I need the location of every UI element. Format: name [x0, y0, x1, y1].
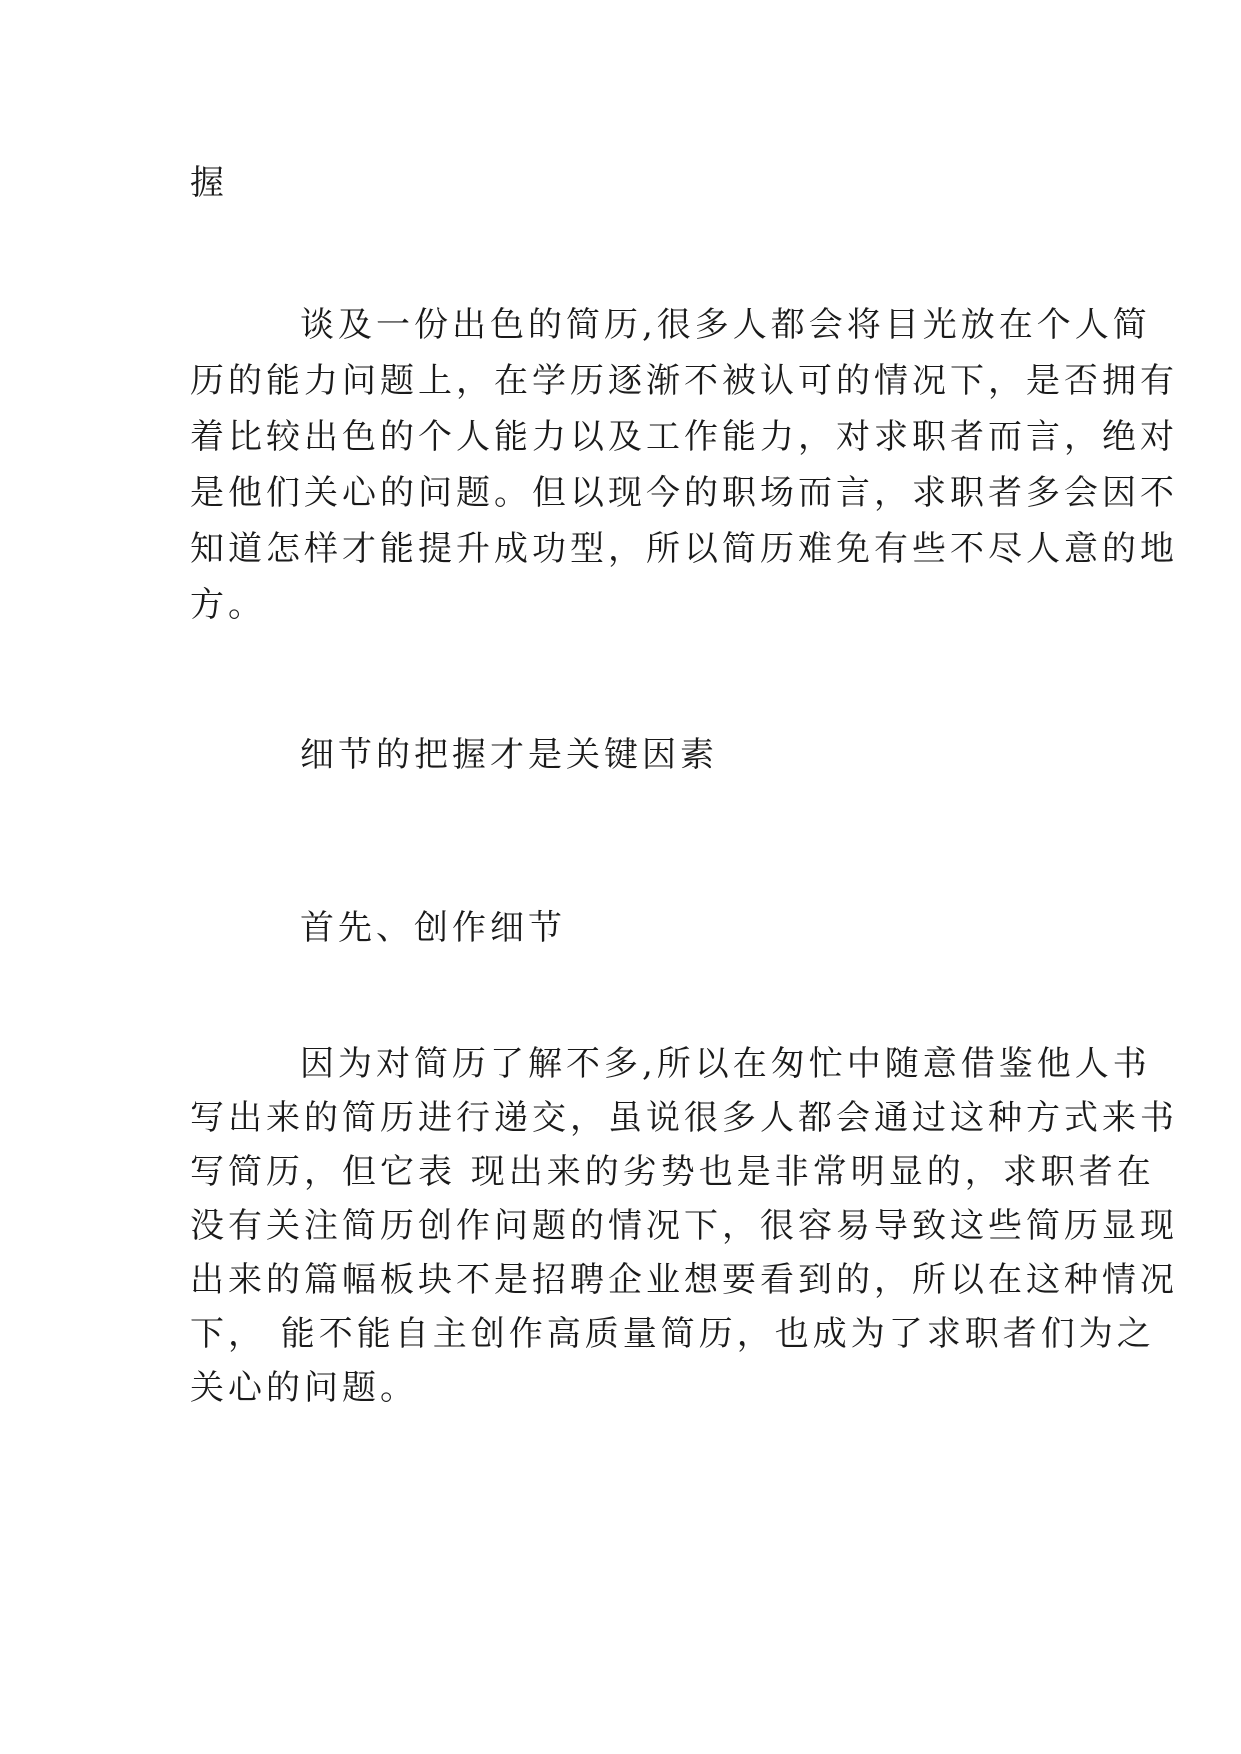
paragraph-line: 知道怎样才能提升成功型，所以简历难免有些不尽人意的地 — [190, 529, 1178, 569]
paragraph-line: 是他们关心的问题。但以现今的职场而言，求职者多会因不 — [190, 473, 1178, 513]
section-heading: 细节的把握才是关键因素 — [300, 735, 718, 775]
paragraph-line: 写出来的简历进行递交，虽说很多人都会通过这种方式来书 — [190, 1098, 1178, 1138]
text-fragment: 握 — [190, 163, 228, 203]
paragraph-line: 没有关注简历创作问题的情况下，很容易导致这些简历显现 — [190, 1206, 1178, 1246]
paragraph-line: 下， 能不能自主创作高质量简历，也成为了求职者们为之 — [190, 1314, 1155, 1354]
paragraph-line: 关心的问题。 — [190, 1368, 418, 1408]
subsection-heading: 首先、创作细节 — [300, 908, 566, 948]
paragraph-line: 写简历，但它表 现出来的劣势也是非常明显的，求职者在 — [190, 1152, 1155, 1192]
paragraph-line: 谈及一份出色的简历,很多人都会将目光放在个人简 — [300, 305, 1151, 345]
paragraph-line: 出来的篇幅板块不是招聘企业想要看到的，所以在这种情况 — [190, 1260, 1178, 1300]
paragraph-line: 着比较出色的个人能力以及工作能力，对求职者而言，绝对 — [190, 417, 1178, 457]
paragraph-line: 因为对简历了解不多,所以在匆忙中随意借鉴他人书 — [300, 1044, 1151, 1084]
paragraph-line: 历的能力问题上，在学历逐渐不被认可的情况下，是否拥有 — [190, 361, 1178, 401]
paragraph-line: 方。 — [190, 585, 266, 625]
